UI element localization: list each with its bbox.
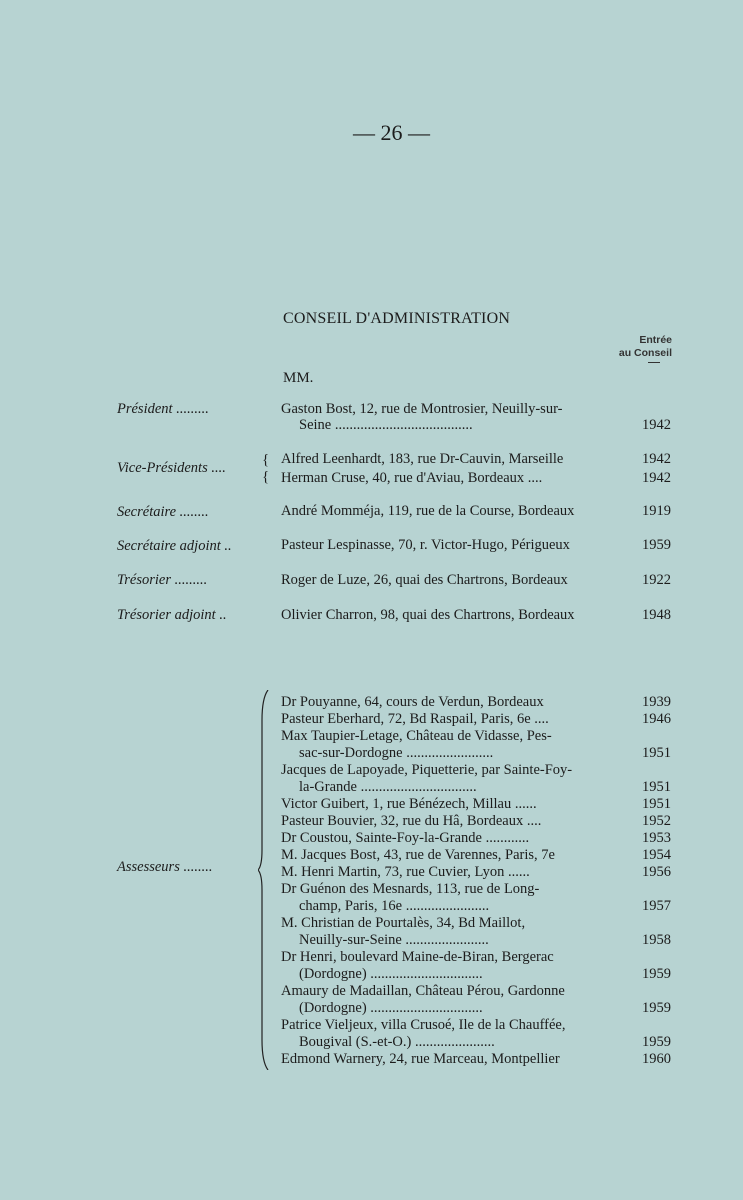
assesseur-text: Victor Guibert, 1, rue Bénézech, Millau ...... <box>281 796 537 812</box>
president-entry-line-1 <box>281 401 671 418</box>
assesseur-year: 1956 <box>642 864 671 880</box>
assesseur-text: M. Christian de Pourtalès, 34, Bd Maillot, <box>281 915 526 931</box>
assesseur-text: Patrice Vieljeux, villa Crusoé, Ile de la Chauffée, <box>281 1017 566 1033</box>
assesseur-row <box>281 1017 671 1034</box>
president-text-1: Gaston Bost, 12, rue de Montrosier, Neuilly-sur- <box>281 401 563 417</box>
assesseur-row <box>281 779 671 796</box>
tresorier-year: 1922 <box>642 572 671 588</box>
assesseur-text: (Dordogne) ............................... <box>299 1000 483 1016</box>
assesseur-text: Edmond Warnery, 24, rue Marceau, Montpellier <box>281 1051 560 1067</box>
assesseur-row <box>281 881 671 898</box>
assesseur-row <box>281 864 671 881</box>
assesseur-year: 1951 <box>642 779 671 795</box>
assesseur-text: champ, Paris, 16e ....................... <box>299 898 490 914</box>
tresorier-adjoint-year: 1948 <box>642 607 671 623</box>
assesseur-year: 1946 <box>642 711 671 727</box>
assesseur-text: Bougival (S.-et-O.) ...................... <box>299 1034 495 1050</box>
assesseur-row <box>281 762 671 779</box>
page-number: — 26 — <box>353 120 430 145</box>
assesseur-text: Jacques de Lapoyade, Piquetterie, par Sainte-Foy- <box>281 762 573 778</box>
assesseur-text: Dr Guénon des Mesnards, 113, rue de Long- <box>281 881 540 897</box>
assesseur-row <box>281 932 671 949</box>
assesseur-text: (Dordogne) ............................... <box>299 966 483 982</box>
assesseur-row <box>281 847 671 864</box>
assesseur-year: 1959 <box>642 966 671 982</box>
tresorier-text: Roger de Luze, 26, quai des Chartrons, Bordeaux <box>281 572 568 588</box>
role-tresorier: Trésorier ......... <box>117 572 208 588</box>
vp-brace-top: { <box>262 452 270 468</box>
assesseur-year: 1951 <box>642 745 671 761</box>
assesseur-year: 1957 <box>642 898 671 914</box>
assesseur-row <box>281 796 671 813</box>
assesseur-year: 1954 <box>642 847 671 863</box>
assesseur-year: 1959 <box>642 1000 671 1016</box>
assesseur-text: Neuilly-sur-Seine ....................... <box>299 932 489 948</box>
tresorier-adjoint-entry <box>281 607 671 624</box>
assesseur-year: 1958 <box>642 932 671 948</box>
president-entry-line-2 <box>281 417 671 434</box>
assesseur-row <box>281 694 671 711</box>
column-header <box>600 334 672 360</box>
assesseur-row <box>281 1051 671 1068</box>
role-vice-presidents: Vice-Présidents .... <box>117 460 226 476</box>
assesseur-text: Dr Pouyanne, 64, cours de Verdun, Bordeaux <box>281 694 544 710</box>
page-title: CONSEIL D'ADMINISTRATION <box>283 310 511 327</box>
role-president: Président ......... <box>117 401 209 417</box>
mm-label: MM. <box>283 370 314 386</box>
president-year: 1942 <box>642 417 671 433</box>
vp2-entry <box>281 470 671 487</box>
assesseur-text: Dr Coustou, Sainte-Foy-la-Grande ............ <box>281 830 530 846</box>
assesseur-year: 1939 <box>642 694 671 710</box>
assesseur-year: 1960 <box>642 1051 671 1067</box>
assesseur-row <box>281 898 671 915</box>
vp2-year: 1942 <box>642 470 671 486</box>
assesseur-row <box>281 1034 671 1051</box>
role-secretaire-adjoint: Secrétaire adjoint .. <box>117 538 232 554</box>
assesseur-row <box>281 813 671 830</box>
secretaire-text: André Momméja, 119, rue de la Course, Bordeaux <box>281 503 575 519</box>
role-tresorier-adjoint: Trésorier adjoint .. <box>117 607 227 623</box>
president-text-2: Seine ...................................... <box>299 417 473 433</box>
role-secretaire: Secrétaire ........ <box>117 504 209 520</box>
vp1-text: Alfred Leenhardt, 183, rue Dr-Cauvin, Marseille <box>281 451 564 467</box>
vp1-year: 1942 <box>642 451 671 467</box>
assesseur-year: 1951 <box>642 796 671 812</box>
assesseur-row <box>281 728 671 745</box>
tresorier-adjoint-text: Olivier Charron, 98, quai des Chartrons, Bordeaux <box>281 607 575 623</box>
assesseur-text: M. Jacques Bost, 43, rue de Varennes, Paris, 7e <box>281 847 555 863</box>
assesseur-row <box>281 949 671 966</box>
vp2-text: Herman Cruse, 40, rue d'Aviau, Bordeaux .... <box>281 470 543 486</box>
secretaire-year: 1919 <box>642 503 671 519</box>
assesseur-text: Pasteur Eberhard, 72, Bd Raspail, Paris, 6e .... <box>281 711 549 727</box>
column-header-line-1: Entrée <box>639 334 672 346</box>
assesseur-text: M. Henri Martin, 73, rue Cuvier, Lyon ...... <box>281 864 530 880</box>
assesseur-text: Dr Henri, boulevard Maine-de-Biran, Bergerac <box>281 949 554 965</box>
secretaire-adjoint-year: 1959 <box>642 537 671 553</box>
assesseur-text: la-Grande ................................ <box>299 779 477 795</box>
assesseur-text: Max Taupier-Letage, Château de Vidasse, Pes- <box>281 728 552 744</box>
assesseur-row <box>281 745 671 762</box>
assesseur-year: 1952 <box>642 813 671 829</box>
column-header-dash <box>648 362 660 363</box>
vp1-entry <box>281 451 671 468</box>
secretaire-entry <box>281 503 671 520</box>
secretaire-adjoint-text: Pasteur Lespinasse, 70, r. Victor-Hugo, Périgueux <box>281 537 570 553</box>
assesseur-text: sac-sur-Dordogne ........................ <box>299 745 494 761</box>
secretaire-adjoint-entry <box>281 537 671 554</box>
assesseur-year: 1953 <box>642 830 671 846</box>
tresorier-entry <box>281 572 671 589</box>
assesseur-row <box>281 1000 671 1017</box>
assesseurs-brace <box>258 690 272 1070</box>
assesseur-row <box>281 830 671 847</box>
role-assesseurs: Assesseurs ........ <box>117 859 213 875</box>
assesseur-row <box>281 966 671 983</box>
assesseur-row <box>281 711 671 728</box>
assesseur-row <box>281 915 671 932</box>
column-header-line-2: au Conseil <box>618 347 672 359</box>
vp-brace-bottom: { <box>262 469 270 485</box>
assesseur-row <box>281 983 671 1000</box>
assesseur-year: 1959 <box>642 1034 671 1050</box>
assesseur-text: Amaury de Madaillan, Château Pérou, Gardonne <box>281 983 565 999</box>
assesseur-text: Pasteur Bouvier, 32, rue du Hâ, Bordeaux .... <box>281 813 542 829</box>
